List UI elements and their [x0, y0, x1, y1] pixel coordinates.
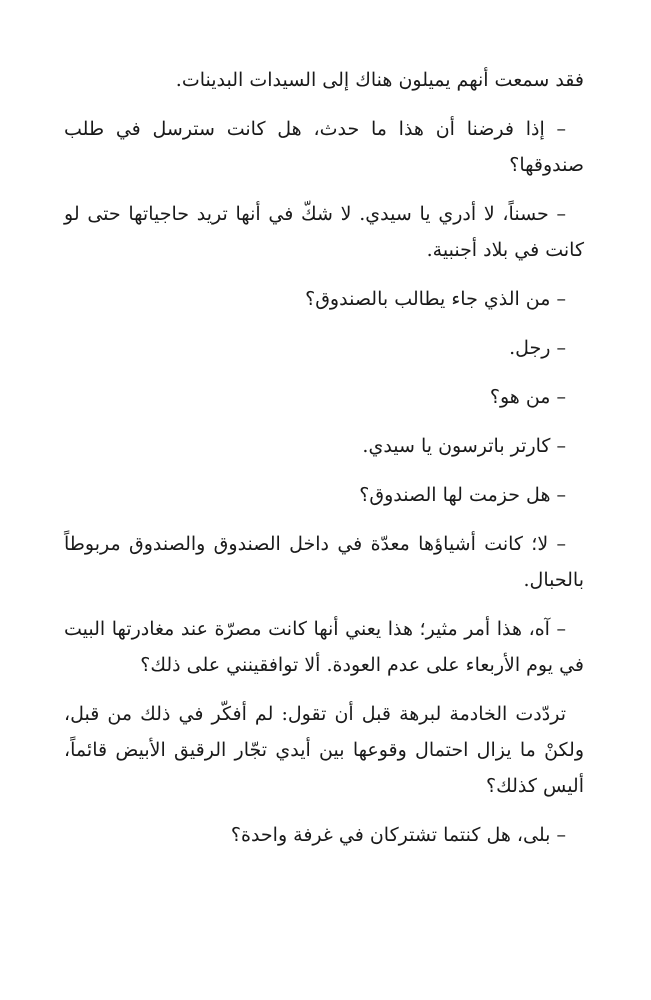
paragraph-2: – إذا فرضنا أن هذا ما حدث، هل كانت سترسل في طلب صندوقها؟	[64, 118, 584, 176]
paragraph-6: – من هو؟	[489, 386, 566, 408]
paragraph-1: فقد سمعت أنهم يميلون هناك إلى السيدات البدينات.	[175, 69, 584, 91]
paragraph-4: – من الذي جاء يطالب بالصندوق؟	[305, 288, 566, 310]
paragraph-8: – هل حزمت لها الصندوق؟	[359, 484, 566, 506]
paragraph-10: – آه، هذا أمر مثير؛ هذا يعني أنها كانت مصرّة عند مغادرتها البيت في يوم الأربعاء على عدم العودة. ألا توافقينني على ذلك؟	[64, 618, 584, 676]
paragraph-11: تردّدت الخادمة لبرهة قبل أن تقول: لم أفكّر في ذلك من قبل، ولكنْ ما يزال احتمال وقوعها بين أيدي تجّار الرقيق الأبيض قائماً، أليس كذلك؟	[64, 703, 584, 797]
paragraph-7: – كارتر باترسون يا سيدي.	[362, 435, 566, 457]
paragraph-9: – لا؛ كانت أشياؤها معدّة في داخل الصندوق والصندوق مربوطاً بالحبال.	[64, 533, 584, 591]
paragraph-12: – بلى، هل كنتما تشتركان في غرفة واحدة؟	[230, 824, 566, 846]
paragraph-3: – حسناً، لا أدري يا سيدي. لا شكّ في أنها تريد حاجياتها حتى لو كانت في بلاد أجنبية.	[64, 203, 584, 261]
paragraph-5: – رجل.	[509, 337, 566, 359]
book-page	[64, 62, 584, 866]
